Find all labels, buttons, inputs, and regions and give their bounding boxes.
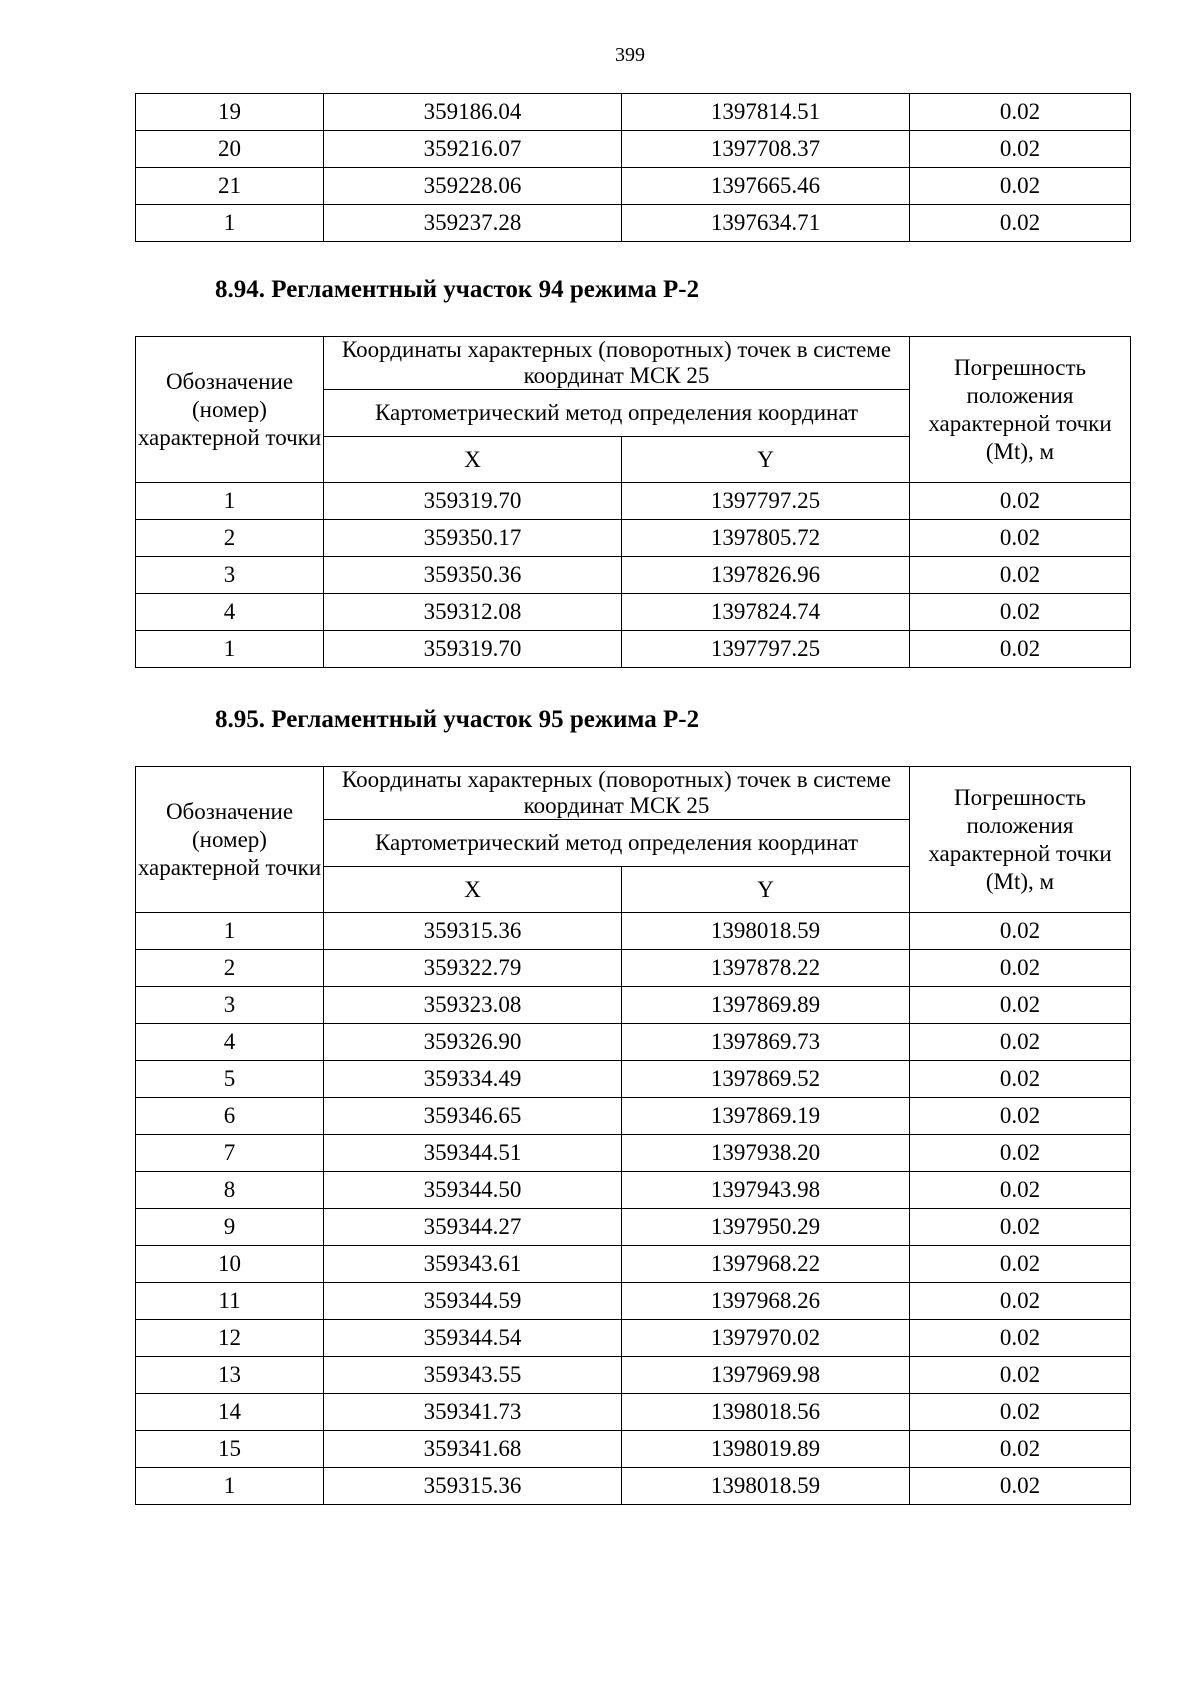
y-coordinate-cell: 1398018.56: [622, 1394, 910, 1431]
table-row: [136, 1394, 1131, 1431]
x-coordinate-cell: 359344.50: [324, 1172, 622, 1209]
point-number-cell: 10: [136, 1246, 324, 1283]
table-row: [136, 1246, 1131, 1283]
y-coordinate-cell: 1397878.22: [622, 950, 910, 987]
point-number-cell: 7: [136, 1135, 324, 1172]
x-coordinate-cell: 359228.06: [324, 168, 622, 205]
header-error: Погрешность положения характерной точки (Mt), м: [910, 337, 1131, 483]
y-coordinate-cell: 1397814.51: [622, 94, 910, 131]
page-number: 399: [615, 44, 645, 66]
table-row: [136, 483, 1131, 520]
y-coordinate-cell: 1397797.25: [622, 483, 910, 520]
x-coordinate-cell: 359186.04: [324, 94, 622, 131]
x-coordinate-cell: 359323.08: [324, 987, 622, 1024]
error-cell: 0.02: [910, 1468, 1131, 1505]
error-cell: 0.02: [910, 1024, 1131, 1061]
error-cell: 0.02: [910, 1320, 1131, 1357]
x-coordinate-cell: 359315.36: [324, 1468, 622, 1505]
table-row: [136, 1431, 1131, 1468]
x-coordinate-cell: 359346.65: [324, 1098, 622, 1135]
table-row: [136, 594, 1131, 631]
header-y: Y: [622, 437, 910, 483]
table-row: [136, 987, 1131, 1024]
header-error: Погрешность положения характерной точки (Mt), м: [910, 767, 1131, 913]
point-number-cell: 1: [136, 205, 324, 242]
y-coordinate-cell: 1397938.20: [622, 1135, 910, 1172]
x-coordinate-cell: 359343.55: [324, 1357, 622, 1394]
point-number-cell: 3: [136, 987, 324, 1024]
error-cell: 0.02: [910, 1135, 1131, 1172]
error-cell: 0.02: [910, 1172, 1131, 1209]
x-coordinate-cell: 359344.59: [324, 1283, 622, 1320]
y-coordinate-cell: 1397826.96: [622, 557, 910, 594]
y-coordinate-cell: 1397708.37: [622, 131, 910, 168]
header-coordinates: Координаты характерных (поворотных) точек в системе координат МСК 25: [324, 337, 910, 390]
error-cell: 0.02: [910, 987, 1131, 1024]
table-row: [136, 1172, 1131, 1209]
error-cell: 0.02: [910, 557, 1131, 594]
point-number-cell: 3: [136, 557, 324, 594]
table-row: [136, 557, 1131, 594]
section-title-95: 8.95. Регламентный участок 95 режима Р-2: [215, 706, 700, 733]
table-body: [136, 94, 1131, 242]
y-coordinate-cell: 1397665.46: [622, 168, 910, 205]
table-row: [136, 1283, 1131, 1320]
x-coordinate-cell: 359312.08: [324, 594, 622, 631]
table-row: [136, 1024, 1131, 1061]
x-coordinate-cell: 359344.54: [324, 1320, 622, 1357]
y-coordinate-cell: 1398018.59: [622, 913, 910, 950]
y-coordinate-cell: 1397824.74: [622, 594, 910, 631]
y-coordinate-cell: 1397805.72: [622, 520, 910, 557]
x-coordinate-cell: 359237.28: [324, 205, 622, 242]
x-coordinate-cell: 359341.73: [324, 1394, 622, 1431]
y-coordinate-cell: 1398018.59: [622, 1468, 910, 1505]
point-number-cell: 21: [136, 168, 324, 205]
error-cell: 0.02: [910, 1061, 1131, 1098]
error-cell: 0.02: [910, 483, 1131, 520]
table-row: [136, 205, 1131, 242]
point-number-cell: 1: [136, 483, 324, 520]
table-row: [136, 631, 1131, 668]
point-number-cell: 14: [136, 1394, 324, 1431]
header-designation: Обозначение (номер) характерной точки: [136, 337, 324, 483]
y-coordinate-cell: 1397968.22: [622, 1246, 910, 1283]
table-row: [136, 94, 1131, 131]
error-cell: 0.02: [910, 205, 1131, 242]
table-row: [136, 520, 1131, 557]
table-row: [136, 1357, 1131, 1394]
error-cell: 0.02: [910, 131, 1131, 168]
coordinates-table-94: [135, 336, 1131, 668]
error-cell: 0.02: [910, 594, 1131, 631]
table-row: [136, 1320, 1131, 1357]
error-cell: 0.02: [910, 631, 1131, 668]
point-number-cell: 5: [136, 1061, 324, 1098]
error-cell: 0.02: [910, 1357, 1131, 1394]
x-coordinate-cell: 359344.51: [324, 1135, 622, 1172]
y-coordinate-cell: 1397869.73: [622, 1024, 910, 1061]
table-row: [136, 1468, 1131, 1505]
x-coordinate-cell: 359216.07: [324, 131, 622, 168]
point-number-cell: 4: [136, 594, 324, 631]
x-coordinate-cell: 359341.68: [324, 1431, 622, 1468]
x-coordinate-cell: 359350.36: [324, 557, 622, 594]
error-cell: 0.02: [910, 1283, 1131, 1320]
y-coordinate-cell: 1397869.89: [622, 987, 910, 1024]
header-method: Картометрический метод определения координат: [324, 390, 910, 437]
error-cell: 0.02: [910, 168, 1131, 205]
point-number-cell: 15: [136, 1431, 324, 1468]
point-number-cell: 12: [136, 1320, 324, 1357]
table-body: [136, 913, 1131, 1505]
y-coordinate-cell: 1398019.89: [622, 1431, 910, 1468]
error-cell: 0.02: [910, 1098, 1131, 1135]
y-coordinate-cell: 1397943.98: [622, 1172, 910, 1209]
x-coordinate-cell: 359350.17: [324, 520, 622, 557]
table-row: [136, 131, 1131, 168]
point-number-cell: 1: [136, 913, 324, 950]
y-coordinate-cell: 1397969.98: [622, 1357, 910, 1394]
header-y: Y: [622, 867, 910, 913]
coordinates-table-continued: [135, 93, 1131, 242]
y-coordinate-cell: 1397869.19: [622, 1098, 910, 1135]
header-x: X: [324, 867, 622, 913]
y-coordinate-cell: 1397970.02: [622, 1320, 910, 1357]
section-title-94: 8.94. Регламентный участок 94 режима Р-2: [215, 276, 700, 303]
error-cell: 0.02: [910, 1394, 1131, 1431]
y-coordinate-cell: 1397950.29: [622, 1209, 910, 1246]
header-designation: Обозначение (номер) характерной точки: [136, 767, 324, 913]
error-cell: 0.02: [910, 520, 1131, 557]
table-row: [136, 913, 1131, 950]
point-number-cell: 2: [136, 520, 324, 557]
point-number-cell: 4: [136, 1024, 324, 1061]
point-number-cell: 1: [136, 1468, 324, 1505]
error-cell: 0.02: [910, 1431, 1131, 1468]
table-row: [136, 1135, 1131, 1172]
point-number-cell: 19: [136, 94, 324, 131]
table-row: [136, 950, 1131, 987]
error-cell: 0.02: [910, 94, 1131, 131]
x-coordinate-cell: 359319.70: [324, 483, 622, 520]
point-number-cell: 1: [136, 631, 324, 668]
y-coordinate-cell: 1397634.71: [622, 205, 910, 242]
y-coordinate-cell: 1397968.26: [622, 1283, 910, 1320]
coordinates-table-95: [135, 766, 1131, 1505]
header-method: Картометрический метод определения координат: [324, 820, 910, 867]
point-number-cell: 8: [136, 1172, 324, 1209]
x-coordinate-cell: 359334.49: [324, 1061, 622, 1098]
x-coordinate-cell: 359322.79: [324, 950, 622, 987]
header-x: X: [324, 437, 622, 483]
table-row: [136, 1061, 1131, 1098]
table-row: [136, 1098, 1131, 1135]
x-coordinate-cell: 359319.70: [324, 631, 622, 668]
point-number-cell: 6: [136, 1098, 324, 1135]
error-cell: 0.02: [910, 1209, 1131, 1246]
y-coordinate-cell: 1397797.25: [622, 631, 910, 668]
x-coordinate-cell: 359326.90: [324, 1024, 622, 1061]
error-cell: 0.02: [910, 950, 1131, 987]
point-number-cell: 9: [136, 1209, 324, 1246]
table-row: [136, 1209, 1131, 1246]
point-number-cell: 11: [136, 1283, 324, 1320]
error-cell: 0.02: [910, 1246, 1131, 1283]
header-coordinates: Координаты характерных (поворотных) точек в системе координат МСК 25: [324, 767, 910, 820]
error-cell: 0.02: [910, 913, 1131, 950]
table-row: [136, 168, 1131, 205]
point-number-cell: 13: [136, 1357, 324, 1394]
x-coordinate-cell: 359344.27: [324, 1209, 622, 1246]
x-coordinate-cell: 359315.36: [324, 913, 622, 950]
table-body: [136, 483, 1131, 668]
point-number-cell: 20: [136, 131, 324, 168]
point-number-cell: 2: [136, 950, 324, 987]
x-coordinate-cell: 359343.61: [324, 1246, 622, 1283]
y-coordinate-cell: 1397869.52: [622, 1061, 910, 1098]
